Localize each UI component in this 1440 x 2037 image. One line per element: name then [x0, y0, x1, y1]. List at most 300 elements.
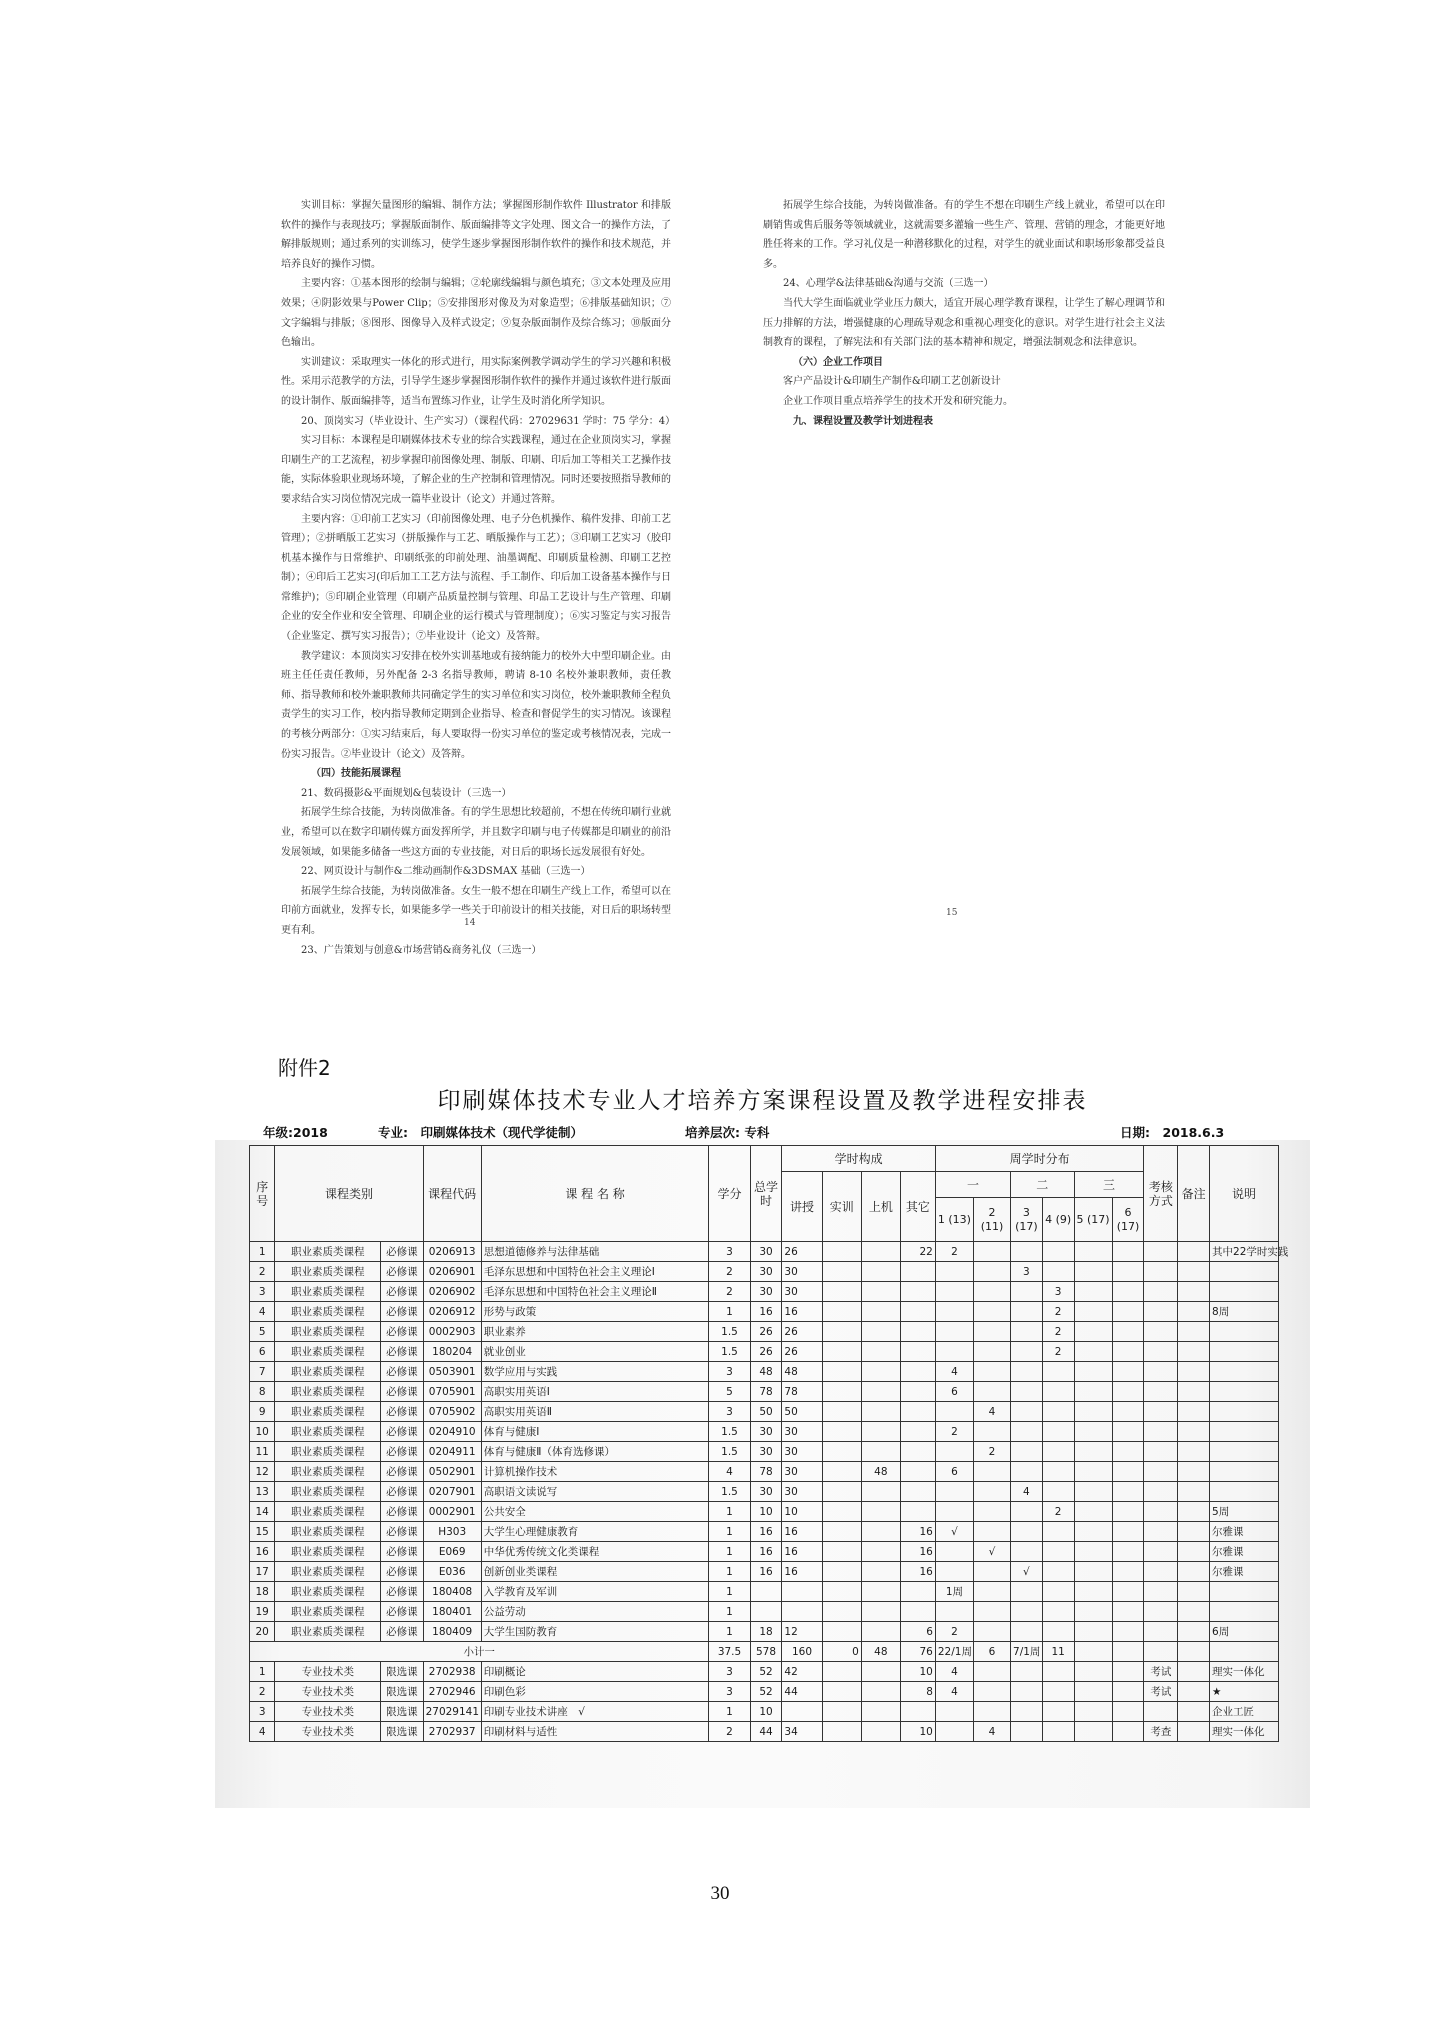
cell-name: 高职实用英语Ⅰ	[481, 1382, 709, 1402]
cell-cat: 职业素质类课程	[275, 1402, 381, 1422]
cell-s2	[973, 1302, 1010, 1322]
cell-name: 印刷概论	[481, 1662, 709, 1682]
cell-s2	[973, 1622, 1010, 1642]
cell-practice	[822, 1682, 861, 1702]
cell-credit: 2	[709, 1262, 750, 1282]
cell-name: 体育与健康Ⅱ（体育选修课）	[481, 1442, 709, 1462]
cell-practice	[822, 1382, 861, 1402]
cell-req: 限选课	[381, 1682, 423, 1702]
cell-s4	[1042, 1622, 1074, 1642]
left-column-paragraph: （四）技能拓展课程	[311, 768, 401, 780]
cell-practice	[822, 1322, 861, 1342]
cell-exam	[1144, 1502, 1178, 1522]
course-row	[250, 1542, 1279, 1562]
cell-s5	[1074, 1602, 1112, 1622]
cell-lecture: 34	[782, 1722, 822, 1742]
cell-req: 必修课	[381, 1602, 423, 1622]
cell-total: 30	[750, 1422, 782, 1442]
course-row	[250, 1662, 1279, 1682]
course-row	[250, 1282, 1279, 1302]
cell-other: 16	[900, 1522, 935, 1542]
cell-practice	[822, 1502, 861, 1522]
cell-total: 16	[750, 1302, 782, 1322]
cell-machine	[861, 1602, 900, 1622]
cell-credit: 1	[709, 1502, 750, 1522]
grade-label: 年级:2018	[263, 1125, 328, 1140]
cell-remark	[1178, 1582, 1210, 1602]
cell-s3	[1011, 1722, 1043, 1742]
cell-s3	[1011, 1462, 1043, 1482]
cell-total: 10	[750, 1502, 782, 1522]
cell-other	[900, 1702, 935, 1722]
cell-explain	[1210, 1402, 1279, 1422]
cell-s5	[1074, 1362, 1112, 1382]
cell-s2	[973, 1562, 1010, 1582]
cell-req: 必修课	[381, 1622, 423, 1642]
cell-exam	[1144, 1442, 1178, 1462]
course-row	[250, 1562, 1279, 1582]
cell-remark	[1178, 1342, 1210, 1362]
cell-practice	[822, 1582, 861, 1602]
cell-s4	[1042, 1602, 1074, 1622]
cell-code: 0207901	[423, 1482, 481, 1502]
cell-lecture: 44	[782, 1682, 822, 1702]
left-column-paragraph: 拓展学生综合技能，为转岗做准备。女生一般不想在印刷生产线上工作，希望可以在印前方面就业，发挥专长，如果能多学一些关于印前设计的相关技能，对日后的职场转型更有利。	[281, 885, 671, 936]
cell-cat: 职业素质类课程	[275, 1302, 381, 1322]
cell-explain: 5周	[1210, 1502, 1279, 1522]
cell-name: 毛泽东思想和中国特色社会主义理论Ⅱ	[481, 1282, 709, 1302]
cell-remark	[1178, 1702, 1210, 1722]
cell-s1	[935, 1542, 973, 1562]
cell-no: 17	[250, 1562, 275, 1582]
cell-cat: 职业素质类课程	[275, 1482, 381, 1502]
cell-name: 高职语文读说写	[481, 1482, 709, 1502]
cell-name: 大学生国防教育	[481, 1622, 709, 1642]
cell-lecture: 26	[782, 1342, 822, 1362]
cell-req: 必修课	[381, 1322, 423, 1342]
cell-s6	[1112, 1322, 1144, 1342]
cell-s4	[1042, 1582, 1074, 1602]
cell-other	[900, 1502, 935, 1522]
left-column-paragraph: 教学建议：本顶岗实习安排在校外实训基地或有接纳能力的校外大中型印刷企业。由班主任任责任教师，另外配备 2-3 名指导教师，聘请 8-10 名校外兼职教师，责任教师、指导教师和校外兼职教师共同确定学生的实习单位和实习岗位，校外兼职教师全程负责学生的实习工作，校内指导教师定期到企业指导、检查和督促学生的实习情况。该课程的考核分两部分：①实习结束后，每人要取得一份实习单位的鉴定或考核情况表，完成一份实习报告。②毕业设计（论文）及答辩。	[281, 650, 671, 760]
cell-s6	[1112, 1502, 1144, 1522]
cell-s2	[973, 1462, 1010, 1482]
cell-s2: √	[973, 1542, 1010, 1562]
course-row	[250, 1522, 1279, 1542]
cell-s2	[973, 1262, 1010, 1282]
cell-total: 26	[750, 1322, 782, 1342]
header-credit: 学分	[709, 1146, 750, 1242]
cell-practice	[822, 1522, 861, 1542]
cell-cat: 职业素质类课程	[275, 1562, 381, 1582]
cell-credit: 1.5	[709, 1442, 750, 1462]
cell-machine	[861, 1502, 900, 1522]
cell-s4	[1042, 1542, 1074, 1562]
cell-s2: 4	[973, 1402, 1010, 1422]
cell-lecture: 12	[782, 1622, 822, 1642]
cell-s2	[973, 1682, 1010, 1702]
cell-other	[900, 1302, 935, 1322]
subtotal-other: 76	[900, 1642, 935, 1662]
cell-no: 3	[250, 1702, 275, 1722]
cell-s2	[973, 1702, 1010, 1722]
cell-s3	[1011, 1382, 1043, 1402]
cell-practice	[822, 1402, 861, 1422]
cell-credit: 1.5	[709, 1342, 750, 1362]
cell-practice	[822, 1542, 861, 1562]
cell-machine	[861, 1322, 900, 1342]
cell-total: 30	[750, 1282, 782, 1302]
cell-exam	[1144, 1382, 1178, 1402]
cell-name: 印刷专业技术讲座 √	[481, 1702, 709, 1722]
cell-req: 必修课	[381, 1382, 423, 1402]
right-column-paragraph: （六）企业工作项目	[793, 356, 883, 368]
cell-s6	[1112, 1522, 1144, 1542]
cell-s6	[1112, 1722, 1144, 1742]
cell-s5	[1074, 1482, 1112, 1502]
cell-other: 6	[900, 1622, 935, 1642]
cell-no: 5	[250, 1322, 275, 1342]
cell-s1	[935, 1282, 973, 1302]
cell-remark	[1178, 1262, 1210, 1282]
cell-s4	[1042, 1442, 1074, 1462]
cell-credit: 1.5	[709, 1322, 750, 1342]
cell-s1: 4	[935, 1362, 973, 1382]
cell-remark	[1178, 1562, 1210, 1582]
cell-s6	[1112, 1462, 1144, 1482]
cell-practice	[822, 1722, 861, 1742]
cell-s1: 4	[935, 1682, 973, 1702]
cell-s3	[1011, 1322, 1043, 1342]
cell-exam	[1144, 1582, 1178, 1602]
course-row	[250, 1462, 1279, 1482]
cell-req: 限选课	[381, 1662, 423, 1682]
cell-name: 印刷材料与适性	[481, 1722, 709, 1742]
cell-req: 必修课	[381, 1242, 423, 1262]
cell-practice	[822, 1362, 861, 1382]
cell-s5	[1074, 1462, 1112, 1482]
cell-s4: 2	[1042, 1322, 1074, 1342]
cell-name: 形势与政策	[481, 1302, 709, 1322]
cell-no: 8	[250, 1382, 275, 1402]
cell-lecture: 16	[782, 1302, 822, 1322]
header-semester-2: 2 (11)	[973, 1198, 1010, 1242]
cell-name: 思想道德修养与法律基础	[481, 1242, 709, 1262]
cell-name: 职业素养	[481, 1322, 709, 1342]
cell-s3: √	[1011, 1562, 1043, 1582]
cell-exam	[1144, 1262, 1178, 1282]
cell-credit: 3	[709, 1402, 750, 1422]
cell-practice	[822, 1562, 861, 1582]
cell-code: 180408	[423, 1582, 481, 1602]
course-row	[250, 1622, 1279, 1642]
cell-s5	[1074, 1502, 1112, 1522]
cell-explain: 企业工匠	[1210, 1702, 1279, 1722]
cell-exam	[1144, 1602, 1178, 1622]
cell-s1: √	[935, 1522, 973, 1542]
cell-explain: ★	[1210, 1682, 1279, 1702]
cell-remark	[1178, 1542, 1210, 1562]
cell-name: 毛泽东思想和中国特色社会主义理论Ⅰ	[481, 1262, 709, 1282]
cell-exam	[1144, 1322, 1178, 1342]
cell-s6	[1112, 1702, 1144, 1722]
right-page-column	[763, 196, 1165, 431]
cell-other	[900, 1282, 935, 1302]
cell-machine	[861, 1262, 900, 1282]
cell-other: 16	[900, 1542, 935, 1562]
cell-no: 14	[250, 1502, 275, 1522]
header-weekly-distribution: 周学时分布	[935, 1146, 1144, 1172]
cell-name: 印刷色彩	[481, 1682, 709, 1702]
header-code: 课程代码	[423, 1146, 481, 1242]
cell-lecture: 16	[782, 1562, 822, 1582]
cell-practice	[822, 1282, 861, 1302]
cell-other	[900, 1322, 935, 1342]
cell-name: 创新创业类课程	[481, 1562, 709, 1582]
cell-exam	[1144, 1462, 1178, 1482]
major-label: 专业: 印刷媒体技术（现代学徒制）	[378, 1125, 583, 1140]
cell-total: 52	[750, 1682, 782, 1702]
cell-lecture: 10	[782, 1502, 822, 1522]
cell-s1: 1周	[935, 1582, 973, 1602]
cell-exam: 考试	[1144, 1662, 1178, 1682]
cell-lecture: 30	[782, 1422, 822, 1442]
cell-code: 0705902	[423, 1402, 481, 1422]
cell-s3	[1011, 1442, 1043, 1462]
cell-exam	[1144, 1342, 1178, 1362]
cell-total	[750, 1582, 782, 1602]
annex-label: 附件2	[278, 1056, 331, 1080]
cell-req: 必修课	[381, 1362, 423, 1382]
subtotal-label: 小计一	[250, 1642, 709, 1662]
cell-exam	[1144, 1542, 1178, 1562]
cell-s4: 2	[1042, 1342, 1074, 1362]
course-row	[250, 1402, 1279, 1422]
cell-s1	[935, 1722, 973, 1742]
cell-s3	[1011, 1422, 1043, 1442]
cell-no: 18	[250, 1582, 275, 1602]
cell-other: 10	[900, 1662, 935, 1682]
cell-s4	[1042, 1242, 1074, 1262]
cell-s3	[1011, 1662, 1043, 1682]
cell-code: 0206912	[423, 1302, 481, 1322]
cell-s4	[1042, 1382, 1074, 1402]
cell-s1: 2	[935, 1622, 973, 1642]
left-column-paragraph: 20、顶岗实习（毕业设计、生产实习）（课程代码：27029631 学时：75 学分：4）	[301, 415, 676, 427]
cell-remark	[1178, 1622, 1210, 1642]
cell-s6	[1112, 1562, 1144, 1582]
cell-s6	[1112, 1682, 1144, 1702]
cell-s1	[935, 1342, 973, 1362]
cell-remark	[1178, 1322, 1210, 1342]
left-column-paragraph: 21、数码摄影&平面规划&包装设计（三选一）	[301, 787, 512, 799]
header-semester-1: 1 (13)	[935, 1198, 973, 1242]
course-row	[250, 1702, 1279, 1722]
cell-exam	[1144, 1482, 1178, 1502]
cell-s3	[1011, 1602, 1043, 1622]
course-row	[250, 1482, 1279, 1502]
cell-credit: 3	[709, 1662, 750, 1682]
cell-s4	[1042, 1522, 1074, 1542]
cell-other: 16	[900, 1562, 935, 1582]
cell-explain: 尔雅课	[1210, 1542, 1279, 1562]
cell-total: 16	[750, 1522, 782, 1542]
course-row	[250, 1582, 1279, 1602]
cell-req: 必修课	[381, 1562, 423, 1582]
cell-s4	[1042, 1702, 1074, 1722]
cell-machine	[861, 1242, 900, 1262]
cell-explain: 尔雅课	[1210, 1522, 1279, 1542]
cell-s2	[973, 1382, 1010, 1402]
cell-no: 11	[250, 1442, 275, 1462]
cell-s6	[1112, 1362, 1144, 1382]
cell-remark	[1178, 1302, 1210, 1322]
cell-credit: 3	[709, 1362, 750, 1382]
cell-req: 限选课	[381, 1722, 423, 1742]
cell-s2	[973, 1662, 1010, 1682]
cell-req: 必修课	[381, 1442, 423, 1462]
cell-explain	[1210, 1382, 1279, 1402]
header-lecture: 讲授	[782, 1172, 822, 1242]
cell-cat: 职业素质类课程	[275, 1242, 381, 1262]
cell-name: 数学应用与实践	[481, 1362, 709, 1382]
cell-s5	[1074, 1682, 1112, 1702]
cell-s2: 4	[973, 1722, 1010, 1742]
cell-s5	[1074, 1342, 1112, 1362]
cell-explain: 理实一体化	[1210, 1722, 1279, 1742]
right-column-paragraph: 九、课程设置及教学计划进程表	[793, 415, 933, 427]
cell-s1	[935, 1302, 973, 1322]
cell-cat: 职业素质类课程	[275, 1422, 381, 1442]
cell-cat: 职业素质类课程	[275, 1342, 381, 1362]
cell-cat: 职业素质类课程	[275, 1582, 381, 1602]
cell-machine	[861, 1482, 900, 1502]
cell-no: 12	[250, 1462, 275, 1482]
cell-machine	[861, 1622, 900, 1642]
cell-practice	[822, 1482, 861, 1502]
cell-machine	[861, 1362, 900, 1382]
cell-s5	[1074, 1662, 1112, 1682]
course-row	[250, 1362, 1279, 1382]
cell-s3	[1011, 1362, 1043, 1382]
cell-s6	[1112, 1662, 1144, 1682]
cell-s1	[935, 1502, 973, 1522]
cell-lecture: 26	[782, 1322, 822, 1342]
cell-machine	[861, 1422, 900, 1442]
cell-remark	[1178, 1662, 1210, 1682]
cell-lecture: 50	[782, 1402, 822, 1422]
cell-remark	[1178, 1422, 1210, 1442]
cell-credit: 1.5	[709, 1422, 750, 1442]
left-column-paragraph: 实训目标：掌握矢量图形的编辑、制作方法；掌握图形制作软件 Illustrator 和排版软件的操作与表现技巧；掌握版面制作、版面编排等文字处理、图文合一的操作方法，了解排版规则；通过系列的实训练习，使学生逐步掌握图形制作软件的操作和技术规范，并培养良好的操作习惯。	[281, 200, 671, 270]
header-hour-composition: 学时构成	[782, 1146, 935, 1172]
cell-explain: 理实一体化	[1210, 1662, 1279, 1682]
cell-s1	[935, 1402, 973, 1422]
header-semester-5: 5 (17)	[1074, 1198, 1112, 1242]
cell-s6	[1112, 1402, 1144, 1422]
cell-credit: 1	[709, 1602, 750, 1622]
page-number-bottom: 30	[710, 1883, 730, 1904]
course-row	[250, 1422, 1279, 1442]
cell-s5	[1074, 1522, 1112, 1542]
cell-practice	[822, 1622, 861, 1642]
subtotal-lecture: 160	[782, 1642, 822, 1662]
cell-machine	[861, 1662, 900, 1682]
cell-code: 180409	[423, 1622, 481, 1642]
header-category: 课程类别	[275, 1146, 423, 1242]
cell-practice	[822, 1242, 861, 1262]
cell-s1	[935, 1702, 973, 1722]
cell-code: 180401	[423, 1602, 481, 1622]
cell-lecture	[782, 1582, 822, 1602]
cell-req: 必修课	[381, 1342, 423, 1362]
cell-code: 180204	[423, 1342, 481, 1362]
cell-req: 必修课	[381, 1422, 423, 1442]
cell-lecture: 30	[782, 1262, 822, 1282]
cell-s2	[973, 1522, 1010, 1542]
course-row	[250, 1442, 1279, 1462]
cell-remark	[1178, 1242, 1210, 1262]
cell-remark	[1178, 1382, 1210, 1402]
cell-exam	[1144, 1302, 1178, 1322]
cell-practice	[822, 1342, 861, 1362]
cell-total: 30	[750, 1262, 782, 1282]
right-column-paragraph: 企业工作项目重点培养学生的技术开发和研究能力。	[783, 395, 1013, 407]
cell-s3	[1011, 1302, 1043, 1322]
date-label: 日期: 2018.6.3	[1120, 1125, 1225, 1140]
cell-s4	[1042, 1422, 1074, 1442]
cell-explain	[1210, 1602, 1279, 1622]
cell-req: 必修课	[381, 1262, 423, 1282]
cell-s6	[1112, 1262, 1144, 1282]
cell-cat: 职业素质类课程	[275, 1502, 381, 1522]
cell-credit: 1.5	[709, 1482, 750, 1502]
cell-other	[900, 1462, 935, 1482]
cell-lecture	[782, 1602, 822, 1622]
cell-explain	[1210, 1462, 1279, 1482]
cell-cat: 专业技术类	[275, 1722, 381, 1742]
cell-practice	[822, 1662, 861, 1682]
cell-s5	[1074, 1282, 1112, 1302]
cell-explain	[1210, 1422, 1279, 1442]
cell-no: 1	[250, 1662, 275, 1682]
cell-name: 大学生心理健康教育	[481, 1522, 709, 1542]
left-column-paragraph: 主要内容：①基本图形的绘制与编辑；②轮廓线编辑与颜色填充；③文本处理及应用效果；④阴影效果与Power Clip；⑤安排图形对像及为对象造型；⑥排版基础知识；⑦文字编辑与排版；⑧图形、图像导入及样式设定；⑨复杂版面制作及综合练习；⑩版面分色输出。	[281, 278, 671, 349]
cell-practice	[822, 1462, 861, 1482]
cell-cat: 职业素质类课程	[275, 1262, 381, 1282]
cell-cat: 职业素质类课程	[275, 1462, 381, 1482]
subtotal-total: 578	[750, 1642, 782, 1662]
cell-machine	[861, 1402, 900, 1422]
cell-no: 19	[250, 1602, 275, 1622]
cell-total: 16	[750, 1542, 782, 1562]
header-other: 其它	[900, 1172, 935, 1242]
subtotal-sem-2: 6	[973, 1642, 1010, 1662]
subtotal-sem-4: 11	[1042, 1642, 1074, 1662]
cell-explain	[1210, 1362, 1279, 1382]
course-row	[250, 1722, 1279, 1742]
subtotal-sem-1: 22/1周	[935, 1642, 973, 1662]
header-course-name: 课 程 名 称	[481, 1146, 709, 1242]
cell-other	[900, 1342, 935, 1362]
cell-credit: 2	[709, 1722, 750, 1742]
cell-other	[900, 1362, 935, 1382]
cell-explain	[1210, 1442, 1279, 1462]
cell-s1	[935, 1442, 973, 1462]
cell-s1	[935, 1262, 973, 1282]
cell-credit: 3	[709, 1682, 750, 1702]
cell-req: 必修课	[381, 1462, 423, 1482]
